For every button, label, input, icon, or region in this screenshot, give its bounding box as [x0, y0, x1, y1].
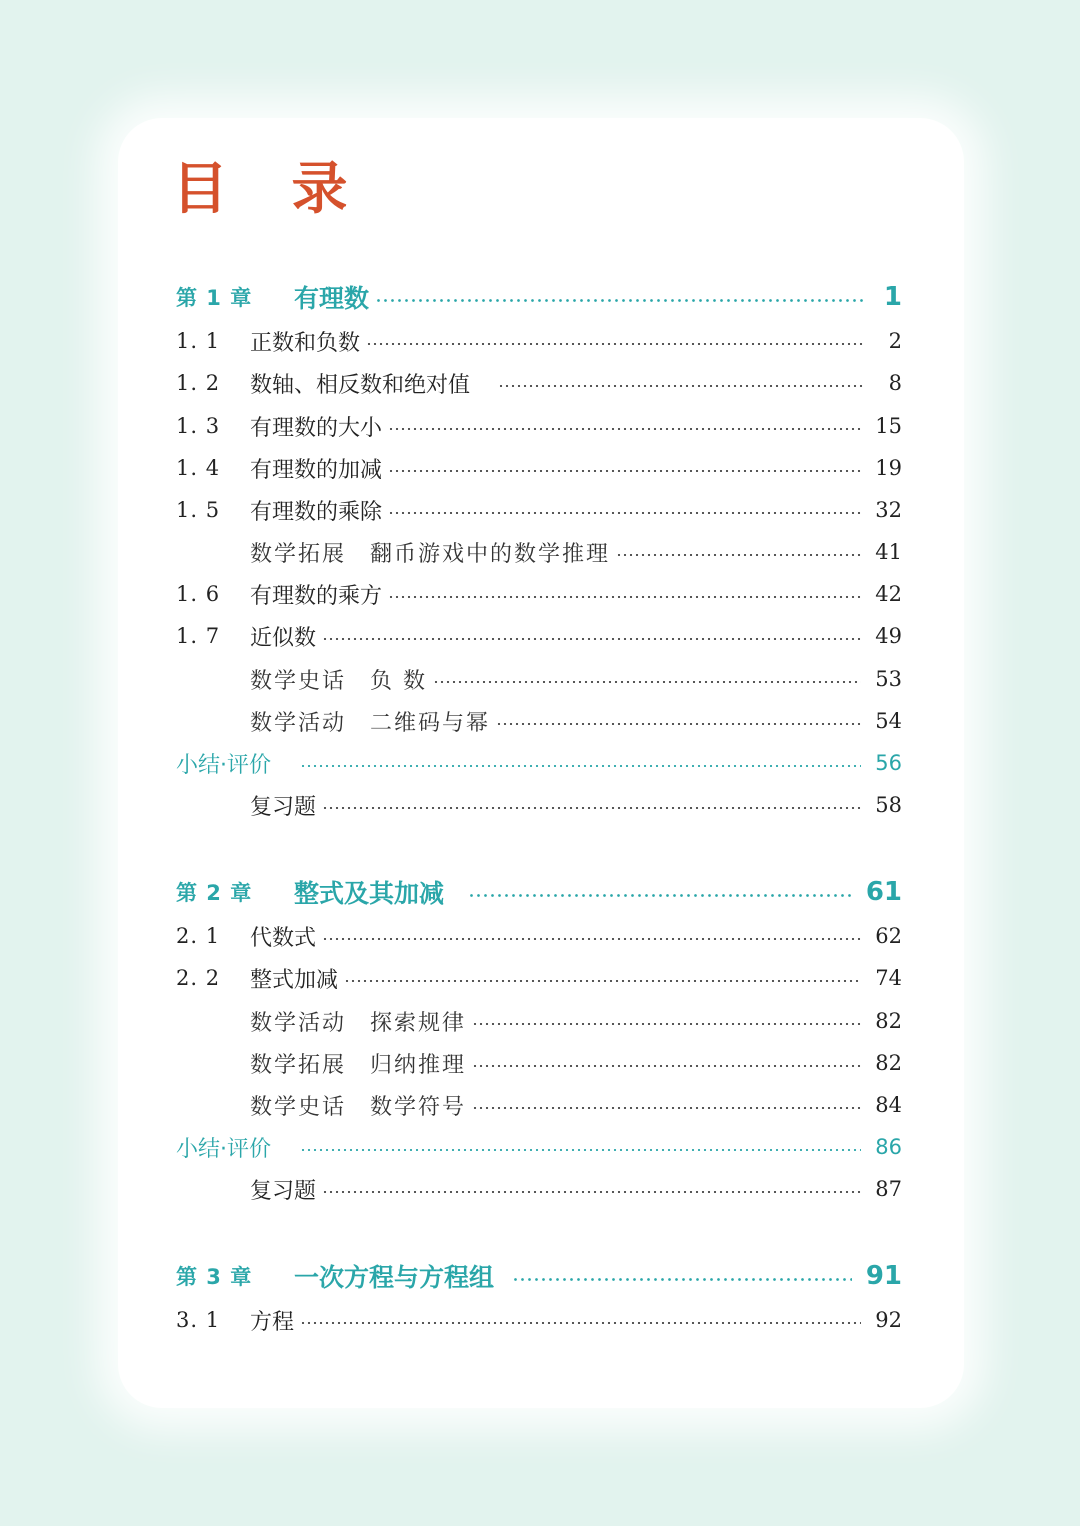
toc-review-1[interactable]: [176, 784, 902, 826]
page-number: 1: [883, 282, 902, 312]
section-title: 近似数: [250, 625, 317, 651]
toc-chapter-2[interactable]: [176, 871, 902, 913]
section-number: 3. 1: [176, 1308, 221, 1332]
page-number: 82: [875, 1051, 902, 1075]
dot-leader: [616, 554, 861, 556]
feature-title: 数学符号: [370, 1094, 467, 1120]
page-number: 56: [875, 751, 902, 775]
toc-feature-induction[interactable]: [176, 1042, 902, 1084]
dot-leader: [322, 938, 861, 940]
section-number: 1. 4: [176, 456, 221, 480]
dot-leader: [322, 1191, 861, 1193]
page-number: 92: [875, 1308, 902, 1332]
toc-section-1-2[interactable]: [176, 362, 902, 404]
toc-section-1-1[interactable]: [176, 320, 902, 362]
toc-feature-negative-numbers[interactable]: [176, 658, 902, 700]
toc-summary-1[interactable]: [176, 742, 902, 784]
dot-leader: [322, 638, 861, 640]
chapter-title: 有理数: [294, 284, 370, 313]
toc-review-2[interactable]: [176, 1168, 902, 1210]
section-number: 1. 1: [176, 329, 221, 353]
section-title: 有理数的乘除: [250, 499, 383, 525]
dot-leader: [388, 428, 861, 430]
feature-label: 数学拓展: [250, 541, 347, 567]
toc-section-2-2[interactable]: [176, 957, 902, 999]
section-title: 代数式: [250, 925, 317, 951]
dot-leader: [322, 807, 861, 809]
section-number: 2. 2: [176, 966, 221, 990]
section-title: 有理数的大小: [250, 415, 383, 441]
page-number: 2: [888, 329, 902, 353]
section-title: 正数和负数: [250, 330, 361, 356]
page-number: 62: [875, 924, 902, 948]
page-number: 84: [875, 1093, 902, 1117]
page-number: 86: [875, 1135, 902, 1159]
dot-leader: [300, 765, 861, 767]
chapter-title: 一次方程与方程组: [294, 1263, 495, 1292]
summary-title: 小结·评价: [176, 752, 271, 778]
toc-section-1-3[interactable]: [176, 405, 902, 447]
dot-leader: [433, 681, 861, 683]
chapter-number: 第 2 章: [176, 881, 253, 905]
review-title: 复习题: [250, 1178, 317, 1204]
dot-leader: [472, 1023, 861, 1025]
feature-title: 翻币游戏中的数学推理: [370, 541, 611, 567]
page-number: 8: [888, 371, 902, 395]
review-title: 复习题: [250, 794, 317, 820]
toc-section-2-1[interactable]: [176, 915, 902, 957]
chapter-title: 整式及其加减: [294, 879, 445, 908]
page-number: 82: [875, 1009, 902, 1033]
section-number: 1. 6: [176, 582, 221, 606]
section-title: 数轴、相反数和绝对值: [250, 372, 471, 398]
toc-section-1-5[interactable]: [176, 489, 902, 531]
page-number: 53: [875, 667, 902, 691]
chapter-number: 第 1 章: [176, 286, 253, 310]
section-title: 有理数的加减: [250, 457, 383, 483]
page-number: 61: [865, 877, 902, 907]
page-number: 41: [875, 540, 902, 564]
page-title: 目 录: [172, 157, 370, 222]
toc-section-1-6[interactable]: [176, 573, 902, 615]
dot-leader: [344, 980, 861, 982]
section-number: 2. 1: [176, 924, 221, 948]
feature-label: 数学活动: [250, 710, 347, 736]
dot-leader: [366, 343, 864, 345]
dot-leader: [472, 1065, 861, 1067]
dot-leader: [468, 894, 852, 897]
dot-leader: [498, 385, 864, 387]
toc-section-1-4[interactable]: [176, 447, 902, 489]
feature-title: 归纳推理: [370, 1052, 467, 1078]
summary-title: 小结·评价: [176, 1136, 271, 1162]
page-number: 54: [875, 709, 902, 733]
section-title: 整式加减: [250, 967, 339, 993]
dot-leader: [300, 1322, 861, 1324]
dot-leader: [512, 1278, 852, 1281]
toc-chapter-1[interactable]: [176, 276, 902, 318]
feature-label: 数学拓展: [250, 1052, 347, 1078]
feature-label: 数学史话: [250, 1094, 347, 1120]
feature-title: 探索规律: [370, 1010, 467, 1036]
toc-feature-math-symbols[interactable]: [176, 1084, 902, 1126]
chapter-number: 第 3 章: [176, 1265, 253, 1289]
section-number: 1. 3: [176, 414, 221, 438]
page-number: 91: [865, 1261, 902, 1291]
page-number: 15: [875, 414, 902, 438]
section-number: 1. 5: [176, 498, 221, 522]
feature-label: 数学史话: [250, 668, 347, 694]
page-number: 87: [875, 1177, 902, 1201]
section-number: 1. 2: [176, 371, 221, 395]
feature-title: 二维码与幂: [370, 710, 491, 736]
dot-leader: [388, 470, 861, 472]
toc-section-3-1[interactable]: [176, 1299, 902, 1341]
page-number: 58: [875, 793, 902, 817]
dot-leader: [300, 1149, 861, 1151]
toc-summary-2[interactable]: [176, 1126, 902, 1168]
feature-title: 负 数: [370, 668, 428, 694]
dot-leader: [388, 596, 861, 598]
page-number: 74: [875, 966, 902, 990]
section-title: 方程: [250, 1309, 295, 1335]
page-number: 49: [875, 624, 902, 648]
page-number: 42: [875, 582, 902, 606]
page-number: 19: [875, 456, 902, 480]
feature-label: 数学活动: [250, 1010, 347, 1036]
page-number: 32: [875, 498, 902, 522]
toc-feature-coin-game[interactable]: [176, 531, 902, 573]
dot-leader: [375, 299, 864, 302]
toc-feature-qr-code[interactable]: [176, 700, 902, 742]
toc-feature-patterns[interactable]: [176, 1000, 902, 1042]
dot-leader: [472, 1107, 861, 1109]
dot-leader: [388, 512, 861, 514]
section-number: 1. 7: [176, 624, 221, 648]
dot-leader: [496, 723, 861, 725]
section-title: 有理数的乘方: [250, 583, 383, 609]
toc-chapter-3[interactable]: [176, 1255, 902, 1297]
toc-section-1-7[interactable]: [176, 615, 902, 657]
